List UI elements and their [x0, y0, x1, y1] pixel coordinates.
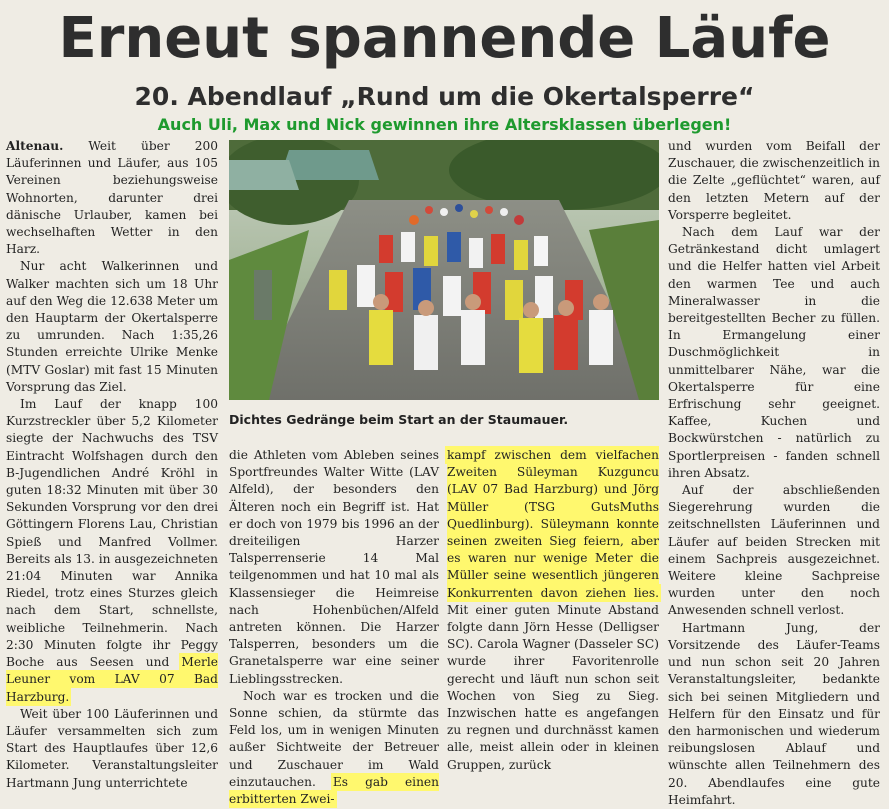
paragraph: die Athleten vom Ableben seines Sportfreundes Walter Witte (LAV Alfeld), der besonders den Älteren noch ein Begriff ist. Hat er doch von 1979 bis 1996 an der dreiteiligen Harzer Talsperrenserie 14 Mal teilgenommen und hat 10 mal als Klassensieger die Heimreise nach Hohenbüchen/Alfeld antreten können. Die Harzer Talsperren, besonders um die Granetalsperre war eine seiner Lieblingsstrecken.	[229, 448, 439, 686]
column-3	[447, 447, 659, 774]
dateline: Altenau.	[6, 139, 64, 153]
paragraph: und wurden vom Beifall der Zuschauer, die zwischenzeitlich in die Zelte „geflüchtet“ waren, auf den letzten Metern auf der Vorsperre begleitet.	[668, 139, 880, 222]
kicker-line: Auch Uli, Max und Nick gewinnen ihre Altersklassen überlegen!	[157, 115, 732, 134]
paragraph: Weit über 100 Läuferinnen und Läufer versammelten sich zum Start des Hauptlaufes über 12,6 Kilometer. Veranstaltungsleiter Hartmann Jung unterrichtete	[6, 706, 218, 790]
highlighted-text: kampf zwischen dem vielfachen Zweiten Süleyman Kuzguncu (LAV 07 Bad Harzburg) und Jörg Müller (TSG GutsMuths Quedlinburg). Süleymann konnte seinen zweiten Sieg feiern, aber es waren nur wenige Meter die Müller seine wesentlich jüngeren Konkurrenten davon ziehen lies.	[447, 448, 659, 600]
headline: Erneut spannende Läufe	[58, 6, 831, 71]
paragraph-text: Weit über 200 Läuferinnen und Läufer, aus 105 Vereinen beziehungsweise Wohnorten, darunter drei dänische Urlauber, kamen bei wechselhaften Wetter in den Harz.	[6, 139, 218, 257]
highlighted-text: Merle Leuner vom LAV 07 Bad Harzburg.	[6, 655, 218, 704]
photo-caption: Dichtes Gedränge beim Start an der Staumauer.	[229, 412, 569, 427]
paragraph	[447, 447, 659, 774]
runners-photo	[229, 140, 659, 400]
paragraph: Hartmann Jung, der Vorsitzende des Läufer-Teams und nun schon seit 20 Jahren Veranstaltungsleiter, bedankte sich bei seinen Mitgliedern und Helfern für den Einsatz und für den harmonischen und wiederum reibungslosen Ablauf und wünschte allen Teilnehmern des 20. Abendlaufes eine gute Heimfahrt.	[668, 620, 880, 807]
paragraph-text: Noch war es trocken und die Sonne schien, da stürmte das Feld los, um in wenigen Minuten außer Sichtweite der Betreuer und Zuschauer im Wald einzutauchen.	[229, 688, 439, 789]
column-4	[668, 138, 880, 809]
paragraph-text: Mit einer guten Minute Abstand folgte dann Jörn Hesse (Delligser SC). Carola Wagner (Dasseler SC) wurde ihrer Favoritenrolle gerecht und läuft nun schon seit Wochen von Sieg zu Sieg. Inzwischen hatte es angefangen zu regnen und durchnässt kamen alle, meist allein oder in kleinen Gruppen, zurück	[447, 602, 659, 772]
column-1	[6, 138, 218, 792]
paragraph	[229, 688, 439, 808]
paragraph: Nach dem Lauf war der Getränkestand dicht umlagert und die Helfer hatten viel Arbeit den warmen Tee und auch Mineralwasser in die bereitgestellten Becher zu füllen. In Ermangelung einer Duschmöglichkeit in unmittelbarer Nähe, war die Okertalsperre für eine Erfrischung sehr geeignet. Kaffee, Kuchen und Bockwürstchen - natürlich zu Sportlerpreisen - fanden schnell ihren Absatz.	[668, 225, 880, 480]
highlighted-text: Es gab einen erbitterten Zwei-	[229, 774, 439, 807]
paragraph: Auf der abschließenden Siegerehrung wurden die zeitschnellsten Läuferinnen und Läufer auf beiden Strecken mit einem Sachpreis ausgezeichnet. Weitere kleine Sachpreise wurden unter den noch Anwesenden schnell verlost.	[668, 483, 880, 618]
paragraph-text: Im Lauf der knapp 100 Kurzstreckler über 5,2 Kilometer siegte der Nachwuchs des TSV Eintracht Wolfshagen durch den B-Jugendlichen André Kröhl in guten 18:32 Minuten mit über 30 Sekunden Vorsprung vor den drei Göttingern Florens Lau, Christian Spieß und Manfred Vollmer. Bereits als 13. in ausgezeichneten 21:04 Minuten war Annika Riedel, trotz eines Sturzes gleich nach dem Start, schnellste, weibliche Teilnehmerin. Nach 2:30 Minuten folgte ihr Peggy Boche aus Seesen und	[6, 397, 218, 670]
subheadline: 20. Abendlauf „Rund um die Okertalsperre“	[134, 82, 755, 111]
paragraph: Nur acht Walkerinnen und Walker machten sich um 18 Uhr auf den Weg die 12.638 Meter um den Hauptarm der Okertalsperre zu umrunden. Nach 1:35,26 Stunden erreichte Ulrike Menke (MTV Goslar) mit fast 15 Minuten Vorsprung das Ziel.	[6, 259, 218, 394]
column-2	[229, 447, 439, 808]
runners-photo-icon	[229, 140, 659, 400]
paragraph	[6, 138, 218, 258]
paragraph	[6, 396, 218, 706]
